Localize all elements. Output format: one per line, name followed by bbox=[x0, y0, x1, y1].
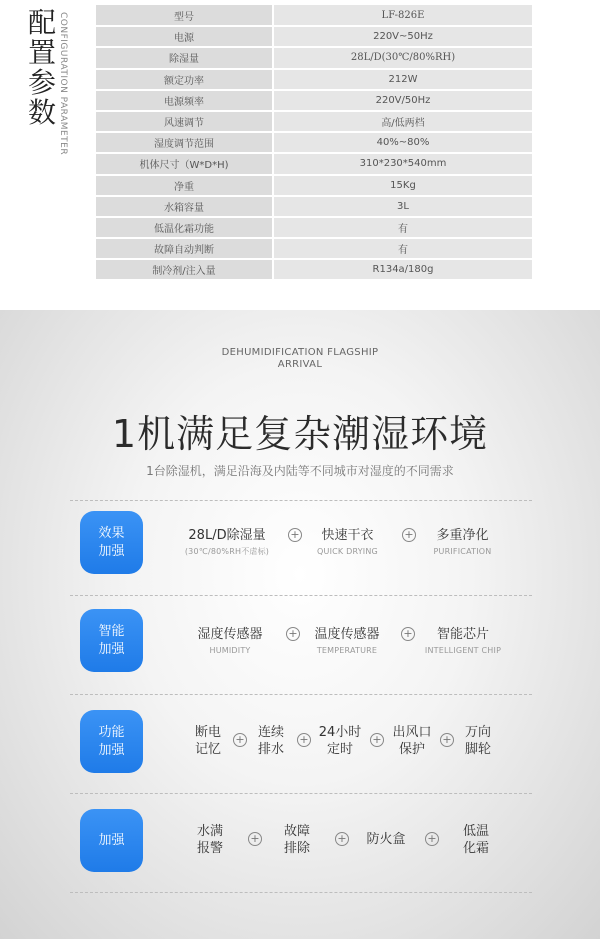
spec-title-char: 置 bbox=[28, 36, 57, 69]
feature-subtitle: TEMPERATURE bbox=[316, 646, 378, 655]
plus-icon: + bbox=[288, 528, 302, 542]
divider bbox=[70, 694, 532, 695]
feature-title: 防火盒 bbox=[366, 832, 406, 847]
feature-title: 24小时 定时 bbox=[318, 725, 362, 757]
spec-value: 220V~50Hz bbox=[273, 26, 532, 47]
spec-key: 水箱容量 bbox=[96, 196, 273, 217]
spec-subtitle: CONFIGURATION PARAMETER bbox=[58, 12, 68, 156]
feature-title: 出风口 保护 bbox=[392, 725, 432, 757]
feature-title: 低温 化霜 bbox=[462, 824, 489, 856]
feature-title: 快速干衣 bbox=[321, 528, 374, 543]
spec-value: R134a/180g bbox=[273, 259, 532, 280]
feature-subtitle: PURIFICATION bbox=[433, 547, 492, 556]
badge-label: 功能 加强 bbox=[98, 724, 125, 758]
feature-title: 湿度传感器 bbox=[197, 627, 263, 642]
feature-item bbox=[300, 527, 395, 558]
spec-table bbox=[96, 5, 532, 281]
english-heading bbox=[0, 347, 600, 371]
headline: 1机满足复杂潮湿环境 bbox=[111, 412, 489, 456]
spec-key: 风速调节 bbox=[96, 111, 273, 132]
spec-section bbox=[0, 0, 600, 310]
spec-key: 电源 bbox=[96, 26, 273, 47]
divider bbox=[70, 793, 532, 794]
spec-value: 3L bbox=[273, 196, 532, 217]
badge-enhance bbox=[80, 809, 143, 872]
table-row bbox=[96, 5, 532, 26]
spec-value: 220V/50Hz bbox=[273, 90, 532, 111]
table-row bbox=[96, 132, 532, 153]
spec-key: 型号 bbox=[96, 5, 273, 26]
spec-value: 212W bbox=[273, 69, 532, 90]
table-row bbox=[96, 259, 532, 280]
badge-label: 效果 加强 bbox=[98, 525, 125, 559]
english-heading-line: ARRIVAL bbox=[277, 359, 323, 370]
table-row bbox=[96, 153, 532, 174]
subheadline: 1台除湿机，满足沿海及内陆等不同城市对湿度的不同需求 bbox=[146, 464, 454, 478]
table-row bbox=[96, 175, 532, 196]
spec-value: 310*230*540mm bbox=[273, 153, 532, 174]
spec-title-char: 数 bbox=[28, 96, 57, 129]
badge-label: 加强 bbox=[98, 832, 125, 848]
feature-item bbox=[388, 724, 436, 758]
feature-subtitle: QUICK DRYING bbox=[317, 547, 378, 556]
plus-icon: + bbox=[335, 832, 349, 846]
feature-title: 智能芯片 bbox=[436, 627, 489, 642]
feature-item bbox=[302, 626, 392, 657]
table-row bbox=[96, 26, 532, 47]
feature-item bbox=[277, 823, 317, 857]
badge-label: 智能 加强 bbox=[98, 623, 125, 657]
spec-value: 40%~80% bbox=[273, 132, 532, 153]
divider bbox=[70, 892, 532, 893]
plus-icon: + bbox=[286, 627, 300, 641]
feature-item bbox=[314, 724, 366, 758]
plus-icon: + bbox=[248, 832, 262, 846]
feature-title: 28L/D除湿量 bbox=[188, 528, 266, 543]
spec-value: 28L/D(30℃/80%RH) bbox=[273, 47, 532, 68]
spec-key: 净重 bbox=[96, 175, 273, 196]
feature-title: 断电 记忆 bbox=[194, 725, 221, 757]
divider bbox=[70, 500, 532, 501]
spec-title-char: 参 bbox=[28, 66, 57, 99]
english-heading-line: DEHUMIDIFICATION FLAGSHIP bbox=[221, 347, 379, 358]
plus-icon: + bbox=[370, 733, 384, 747]
table-row bbox=[96, 90, 532, 111]
spec-value: 有 bbox=[273, 217, 532, 238]
spec-key: 电源频率 bbox=[96, 90, 273, 111]
feature-item bbox=[420, 527, 505, 558]
feature-item bbox=[190, 823, 230, 857]
feature-item bbox=[172, 527, 282, 558]
table-row bbox=[96, 196, 532, 217]
plus-icon: + bbox=[401, 627, 415, 641]
spec-key: 低温化霜功能 bbox=[96, 217, 273, 238]
feature-title: 温度传感器 bbox=[314, 627, 380, 642]
plus-icon: + bbox=[402, 528, 416, 542]
spec-value: 15Kg bbox=[273, 175, 532, 196]
feature-item bbox=[458, 724, 498, 758]
spec-value: 有 bbox=[273, 238, 532, 259]
table-row bbox=[96, 47, 532, 68]
table-row bbox=[96, 217, 532, 238]
badge-effect bbox=[80, 511, 143, 574]
table-row bbox=[96, 111, 532, 132]
feature-title: 故障 排除 bbox=[283, 824, 310, 856]
plus-icon: + bbox=[233, 733, 247, 747]
feature-item bbox=[361, 831, 411, 848]
spec-key: 除湿量 bbox=[96, 47, 273, 68]
spec-value: 高/低两档 bbox=[273, 111, 532, 132]
badge-function bbox=[80, 710, 143, 773]
feature-section bbox=[0, 310, 600, 939]
badge-smart bbox=[80, 609, 143, 672]
feature-title: 多重净化 bbox=[436, 528, 489, 543]
spec-value: LF-826E bbox=[273, 5, 532, 26]
spec-key: 故障自动判断 bbox=[96, 238, 273, 259]
table-row bbox=[96, 69, 532, 90]
feature-subtitle: INTELLIGENT CHIP bbox=[424, 646, 502, 655]
table-row bbox=[96, 238, 532, 259]
feature-title: 连续 排水 bbox=[257, 725, 284, 757]
plus-icon: + bbox=[440, 733, 454, 747]
feature-title: 水满 报警 bbox=[196, 824, 223, 856]
divider bbox=[70, 595, 532, 596]
feature-item bbox=[185, 626, 275, 657]
feature-item bbox=[251, 724, 291, 758]
spec-title-char: 配 bbox=[28, 6, 57, 39]
plus-icon: + bbox=[297, 733, 311, 747]
feature-item bbox=[456, 823, 496, 857]
spec-key: 湿度调节范围 bbox=[96, 132, 273, 153]
plus-icon: + bbox=[425, 832, 439, 846]
feature-subtitle: HUMIDITY bbox=[209, 646, 251, 655]
spec-key: 制冷剂/注入量 bbox=[96, 259, 273, 280]
feature-item bbox=[188, 724, 228, 758]
spec-key: 额定功率 bbox=[96, 69, 273, 90]
feature-item bbox=[420, 626, 506, 657]
feature-title: 万向 脚轮 bbox=[464, 725, 491, 757]
feature-subtitle: (30℃/80%RH不虐标) bbox=[184, 547, 270, 556]
spec-key: 机体尺寸（W*D*H) bbox=[96, 153, 273, 174]
